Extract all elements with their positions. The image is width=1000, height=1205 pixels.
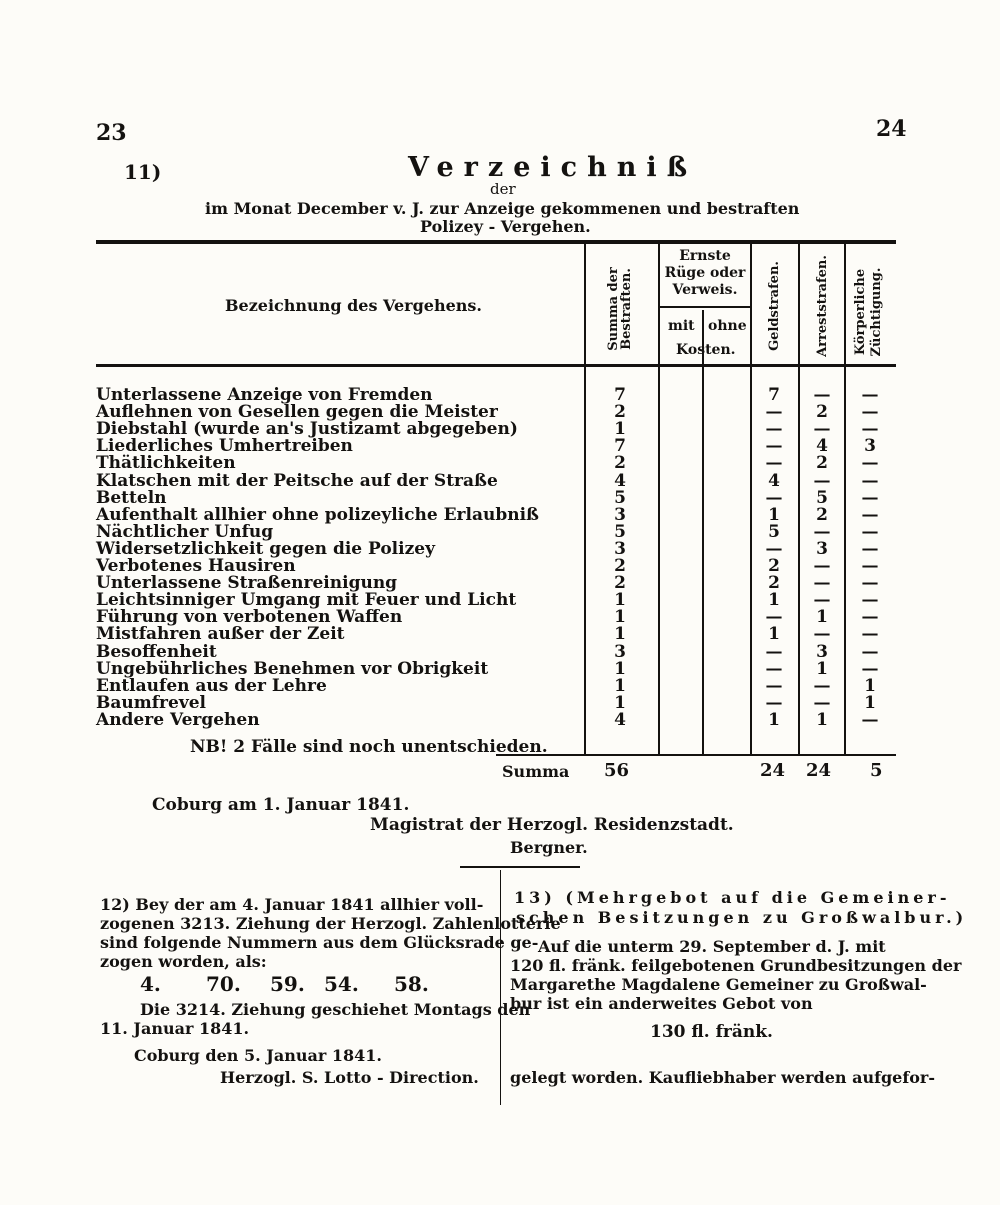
col-divider bbox=[702, 310, 704, 754]
row-cell-summa: 1 bbox=[614, 419, 626, 440]
row-cell-koerper: — bbox=[861, 590, 879, 611]
row-cell-koerper: 1 bbox=[864, 675, 876, 696]
row-label: Baumfrevel bbox=[96, 692, 206, 713]
totals-summa: 56 bbox=[604, 760, 630, 781]
row-cell-geld: 4 bbox=[768, 470, 780, 491]
lottery-number: 70. bbox=[206, 972, 241, 996]
table-top-rule bbox=[96, 240, 896, 244]
notice13-text-line: bur ist ein anderweites Gebot von bbox=[510, 994, 813, 1013]
lottery-text-line: 11. Januar 1841. bbox=[100, 1019, 250, 1038]
row-label: Betteln bbox=[96, 487, 167, 508]
row-cell-koerper: — bbox=[861, 504, 879, 525]
lottery-number: 4. bbox=[140, 972, 161, 996]
row-cell-geld: — bbox=[765, 487, 783, 508]
row-cell-arrest: 2 bbox=[816, 504, 828, 525]
row-cell-koerper: 3 bbox=[864, 436, 876, 457]
notice13-heading: schen Besitzungen zu Großwalbur.) bbox=[516, 908, 968, 927]
lottery-text-line: zogen worden, als: bbox=[100, 952, 267, 971]
row-cell-koerper: — bbox=[861, 641, 879, 662]
row-cell-arrest: 3 bbox=[816, 538, 828, 559]
row-cell-summa: 3 bbox=[614, 641, 626, 662]
row-cell-arrest: 1 bbox=[816, 607, 828, 628]
col-divider bbox=[658, 244, 660, 754]
row-label: Aufenthalt allhier ohne polizeyliche Erlaubniß bbox=[96, 504, 539, 525]
lottery-place-date: Coburg den 5. Januar 1841. bbox=[134, 1046, 382, 1065]
notice-title: Verzeichniß bbox=[408, 152, 698, 183]
lottery-number: 58. bbox=[394, 972, 429, 996]
row-cell-summa: 3 bbox=[614, 504, 626, 525]
row-cell-summa: 4 bbox=[614, 470, 626, 491]
notice13-text-line: gelegt worden. Kaufliebhaber werden aufgefor- bbox=[510, 1068, 935, 1087]
row-cell-arrest: — bbox=[813, 419, 831, 440]
header-summa: Summa der Bestraften. bbox=[606, 267, 634, 351]
row-cell-summa: 4 bbox=[614, 709, 626, 730]
col-divider bbox=[750, 244, 752, 754]
row-cell-koerper: — bbox=[861, 556, 879, 576]
row-cell-koerper: — bbox=[861, 709, 879, 730]
row-cell-geld: — bbox=[765, 436, 783, 457]
row-cell-koerper: — bbox=[861, 470, 879, 491]
row-label: Widersetzlichkeit gegen die Polizey bbox=[96, 538, 435, 559]
header-offense: Bezeichnung des Vergehens. bbox=[225, 296, 482, 315]
row-cell-geld: — bbox=[765, 607, 783, 628]
row-cell-koerper: — bbox=[861, 521, 879, 542]
row-cell-koerper: — bbox=[861, 658, 879, 679]
row-cell-arrest: — bbox=[813, 590, 831, 611]
row-cell-summa: 1 bbox=[614, 675, 626, 696]
row-label: Mistfahren außer der Zeit bbox=[96, 624, 345, 645]
row-label: Ungebührliches Benehmen vor Obrigkeit bbox=[96, 658, 489, 679]
row-label: Besoffenheit bbox=[96, 641, 217, 662]
lottery-text-line: sind folgende Nummern aus dem Glücksrade ge- bbox=[100, 933, 539, 952]
row-cell-arrest: — bbox=[813, 624, 831, 645]
row-cell-geld: — bbox=[765, 419, 783, 440]
header-geld: Geldstrafen. bbox=[767, 261, 782, 351]
separator-rule bbox=[460, 866, 580, 868]
row-cell-summa: 1 bbox=[614, 590, 626, 611]
row-label: Thätlichkeiten bbox=[96, 453, 236, 474]
notice13-heading: 13) (Mehrgebot auf die Gemeiner- bbox=[514, 888, 951, 907]
row-cell-koerper: — bbox=[861, 624, 879, 645]
row-cell-summa: 5 bbox=[614, 521, 626, 542]
totals-geld: 24 bbox=[760, 760, 786, 781]
row-cell-koerper: — bbox=[861, 453, 879, 474]
row-label: Liederliches Umhertreiben bbox=[96, 436, 353, 457]
lottery-authority: Herzogl. S. Lotto - Direction. bbox=[220, 1068, 479, 1087]
row-cell-summa: 1 bbox=[614, 607, 626, 628]
header-mit: mit bbox=[668, 318, 695, 334]
lottery-text-line: zogenen 3213. Ziehung der Herzogl. Zahlenlotterie bbox=[100, 914, 561, 933]
row-cell-geld: — bbox=[765, 402, 783, 423]
lottery-number: 54. bbox=[324, 972, 359, 996]
row-cell-geld: — bbox=[765, 641, 783, 662]
row-label: Nächtlicher Unfug bbox=[96, 521, 274, 542]
notice13-text-line: Margarethe Magdalene Gemeiner zu Großwal- bbox=[510, 975, 927, 994]
title-line-polizey: Polizey - Vergehen. bbox=[420, 217, 591, 236]
row-cell-summa: 2 bbox=[614, 453, 626, 474]
lottery-text-line: 12) Bey der am 4. Januar 1841 allhier voll- bbox=[100, 895, 484, 914]
note-undecided: NB! 2 Fälle sind noch unentschieden. bbox=[190, 737, 548, 757]
row-cell-summa: 5 bbox=[614, 487, 626, 508]
notice13-text-line: Auf die unterm 29. September d. J. mit bbox=[538, 937, 886, 956]
row-cell-geld: 2 bbox=[768, 573, 780, 594]
row-cell-summa: 2 bbox=[614, 402, 626, 423]
row-label: Klatschen mit der Peitsche auf der Straße bbox=[96, 470, 498, 491]
totals-label: Summa bbox=[502, 762, 570, 781]
title-line-der: der bbox=[490, 180, 516, 198]
row-cell-koerper: — bbox=[861, 573, 879, 594]
row-cell-summa: 1 bbox=[614, 624, 626, 645]
row-cell-arrest: — bbox=[813, 385, 831, 405]
row-cell-arrest: 1 bbox=[816, 658, 828, 679]
totals-arrest: 24 bbox=[806, 760, 832, 781]
row-cell-geld: — bbox=[765, 658, 783, 679]
col-divider bbox=[844, 244, 846, 754]
row-cell-arrest: 2 bbox=[816, 453, 828, 474]
ruege-subrule bbox=[658, 306, 750, 308]
row-cell-arrest: 2 bbox=[816, 402, 828, 423]
row-cell-arrest: — bbox=[813, 692, 831, 713]
table-sum-rule bbox=[496, 754, 896, 756]
row-label: Führung von verbotenen Waffen bbox=[96, 607, 403, 628]
row-label: Diebstahl (wurde an's Justizamt abgegeben) bbox=[96, 419, 518, 440]
row-cell-geld: 5 bbox=[768, 521, 780, 542]
row-cell-koerper: 1 bbox=[864, 692, 876, 713]
row-cell-summa: 1 bbox=[614, 658, 626, 679]
notice-number: 11) bbox=[124, 160, 162, 184]
row-cell-arrest: 3 bbox=[816, 641, 828, 662]
row-cell-arrest: — bbox=[813, 556, 831, 576]
row-cell-summa: 2 bbox=[614, 556, 626, 576]
col-divider bbox=[798, 244, 800, 754]
header-ruege: Ernste Rüge oder Verweis. bbox=[664, 248, 746, 298]
notice13-text-line: 120 fl. fränk. feilgebotenen Grundbesitzungen der bbox=[510, 956, 962, 975]
header-ohne: ohne bbox=[708, 318, 747, 334]
row-cell-arrest: — bbox=[813, 573, 831, 594]
title-line-month: im Monat December v. J. zur Anzeige gekommenen und bestraften bbox=[205, 199, 800, 218]
row-label: Auflehnen von Gesellen gegen die Meister bbox=[96, 402, 498, 423]
row-label: Entlaufen aus der Lehre bbox=[96, 675, 327, 696]
page-number-right: 24 bbox=[876, 116, 907, 142]
row-cell-geld: 2 bbox=[768, 556, 780, 576]
column-divider bbox=[500, 870, 501, 1105]
totals-koerper: 5 bbox=[870, 760, 883, 781]
row-cell-summa: 3 bbox=[614, 538, 626, 559]
row-cell-summa: 7 bbox=[614, 385, 626, 405]
row-cell-arrest: 5 bbox=[816, 487, 828, 508]
row-cell-geld: 1 bbox=[768, 709, 780, 730]
lottery-text-line: Die 3214. Ziehung geschiehet Montags den bbox=[140, 1000, 531, 1019]
notice13-amount: 130 fl. fränk. bbox=[650, 1022, 773, 1042]
row-cell-arrest: 1 bbox=[816, 709, 828, 730]
row-cell-geld: — bbox=[765, 538, 783, 559]
header-kosten: Kosten. bbox=[676, 342, 736, 358]
row-cell-koerper: — bbox=[861, 487, 879, 508]
signature-place-date: Coburg am 1. Januar 1841. bbox=[152, 795, 410, 815]
row-cell-arrest: — bbox=[813, 521, 831, 542]
row-label: Unterlassene Straßenreinigung bbox=[96, 573, 398, 594]
row-cell-summa: 1 bbox=[614, 692, 626, 713]
row-cell-koerper: — bbox=[861, 385, 879, 405]
row-cell-arrest: — bbox=[813, 470, 831, 491]
row-cell-geld: 1 bbox=[768, 590, 780, 611]
row-cell-koerper: — bbox=[861, 607, 879, 628]
col-divider bbox=[584, 244, 586, 754]
table-header-rule bbox=[96, 364, 896, 367]
page-number-left: 23 bbox=[96, 120, 127, 146]
row-cell-geld: — bbox=[765, 692, 783, 713]
row-cell-geld: — bbox=[765, 675, 783, 696]
row-label: Leichtsinniger Umgang mit Feuer und Licht bbox=[96, 590, 517, 611]
row-cell-summa: 7 bbox=[614, 436, 626, 457]
header-koerper: Körperliche Züchtigung. bbox=[853, 267, 884, 357]
lottery-number: 59. bbox=[270, 972, 305, 996]
signature-authority: Magistrat der Herzogl. Residenzstadt. bbox=[370, 815, 734, 835]
row-cell-geld: — bbox=[765, 453, 783, 474]
row-cell-summa: 2 bbox=[614, 573, 626, 594]
row-cell-geld: 7 bbox=[768, 385, 780, 405]
row-cell-geld: 1 bbox=[768, 624, 780, 645]
row-cell-arrest: — bbox=[813, 675, 831, 696]
row-label: Unterlassene Anzeige von Fremden bbox=[96, 385, 433, 405]
row-cell-geld: 1 bbox=[768, 504, 780, 525]
header-arrest: Arreststrafen. bbox=[815, 255, 830, 357]
row-cell-arrest: 4 bbox=[816, 436, 828, 457]
row-cell-koerper: — bbox=[861, 538, 879, 559]
signature-name: Bergner. bbox=[510, 838, 588, 857]
row-cell-koerper: — bbox=[861, 402, 879, 423]
row-label: Verbotenes Hausiren bbox=[96, 556, 296, 576]
row-label: Andere Vergehen bbox=[96, 709, 260, 730]
row-cell-koerper: — bbox=[861, 419, 879, 440]
